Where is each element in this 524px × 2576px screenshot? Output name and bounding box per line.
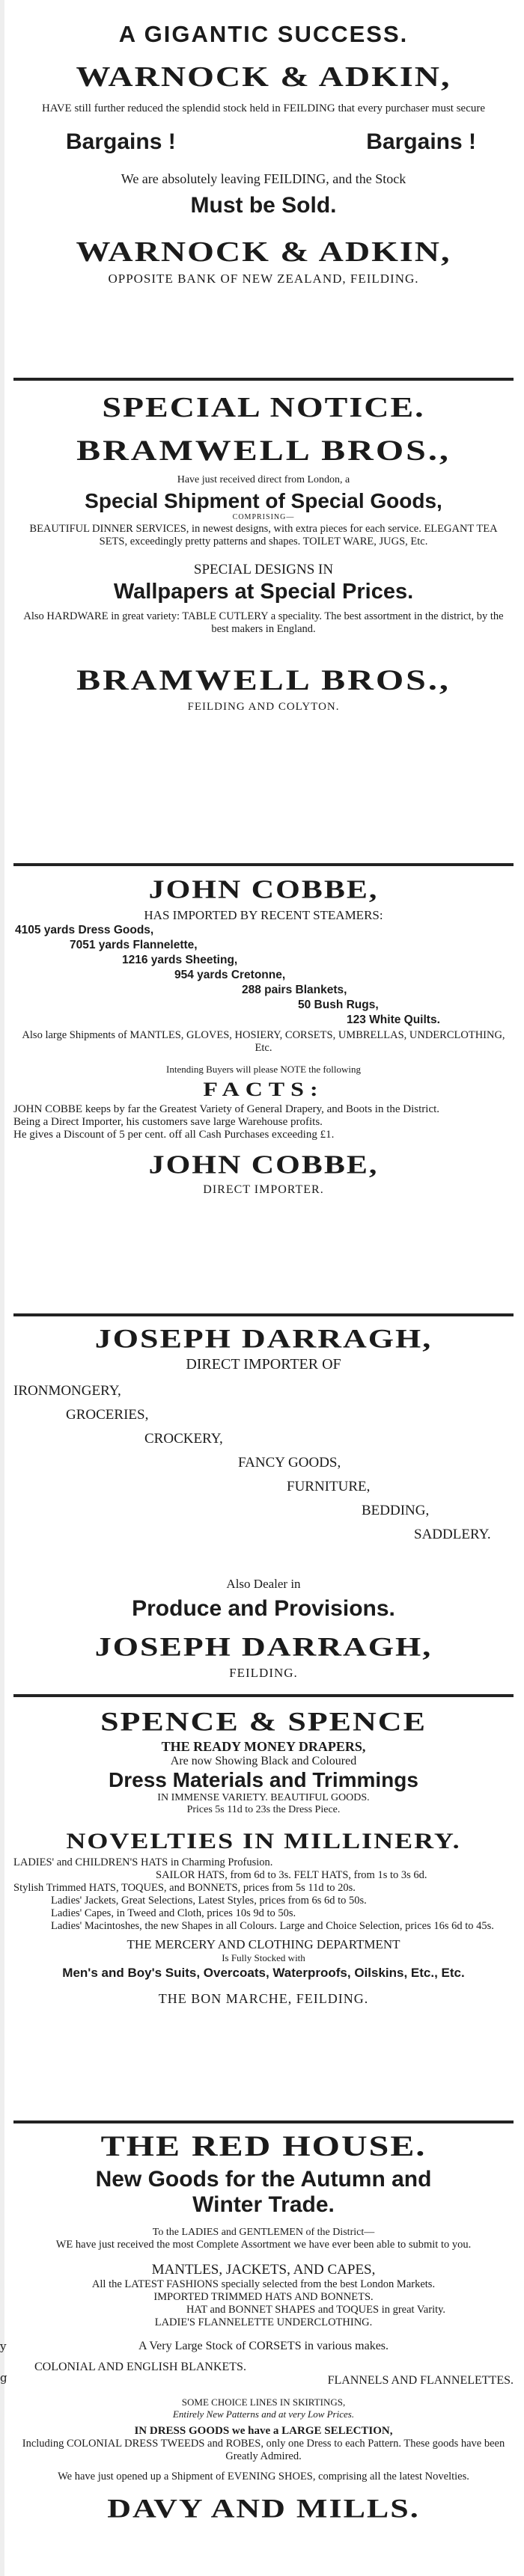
margin-fragment: y	[0, 2340, 7, 2353]
import-item: 288 pairs Blankets,	[242, 984, 347, 996]
stocked-line: Is Fully Stocked with	[222, 1952, 305, 1963]
importer-line: DIRECT IMPORTER.	[203, 1183, 324, 1196]
firm-name-2: BRAMWELL BROS.,	[76, 663, 451, 697]
goods-item: SADDLERY.	[414, 1527, 491, 1542]
address: OPPOSITE BANK OF NEW ZEALAND, FEILDING.	[108, 272, 419, 286]
firm-name: THE RED HOUSE.	[100, 2129, 427, 2163]
firm-name: WARNOCK & ADKIN,	[76, 61, 451, 93]
ad-joseph-darragh	[13, 1319, 514, 1681]
import-item: 954 yards Cretonne,	[174, 969, 286, 981]
goods-item: IRONMONGERY,	[13, 1383, 121, 1399]
address: FEILDING AND COLYTON.	[187, 701, 340, 713]
import-item: 123 White Quilts.	[347, 1013, 440, 1026]
showing-line: Are now Showing Black and Coloured	[170, 1755, 357, 1767]
dress-goods-line: IN DRESS GOODS we have a LARGE SELECTION,	[134, 2425, 393, 2437]
goods-item: BEDDING,	[362, 1503, 430, 1518]
hat-line: HAT and BONNET SHAPES and TOQUES in great Varity.	[186, 2304, 446, 2316]
fact-line: He gives a Discount of 5 per cent. off all Cash Purchases exceeding £1.	[13, 1129, 335, 1141]
tagline: A GIGANTIC SUCCESS.	[118, 21, 409, 47]
imported-line: HAS IMPORTED BY RECENT STEAMERS:	[144, 908, 383, 922]
import-item: 1216 yards Sheeting,	[122, 954, 238, 966]
leaving-line: We are absolutely leaving FEILDING, and the Stock	[121, 171, 406, 186]
firm-name-2: JOHN COBBE,	[148, 1151, 379, 1180]
flannels-line: FLANNELS AND FLANNELETTES.	[327, 2374, 514, 2387]
firm-name: JOHN COBBE,	[148, 876, 379, 904]
firm-name: JOSEPH DARRAGH,	[94, 1323, 433, 1354]
new-goods-line: New Goods for the Autumn and	[95, 2167, 432, 2192]
suits-line: Men's and Boy's Suits, Overcoats, Waterproofs, Oilskins, Etc., Etc.	[62, 1966, 465, 1980]
mantles-line: MANTLES, JACKETS, AND CAPES,	[151, 2262, 376, 2278]
divider	[13, 863, 514, 866]
ladies-line: To the LADIES and GENTLEMEN of the District—	[152, 2227, 375, 2238]
including-line: Including COLONIAL DRESS TWEEDS and ROBES, only one Dress to each Pattern. These goods have been Greatly Admired.	[22, 2438, 505, 2462]
winter-trade-line: Winter Trade.	[192, 2192, 335, 2217]
page-edge	[0, 0, 7, 2576]
designs-line: SPECIAL DESIGNS IN	[193, 562, 334, 577]
imported-line: IMPORTED TRIMMED HATS AND BONNETS.	[153, 2291, 374, 2303]
goods-description: BEAUTIFUL DINNER SERVICES, in newest designs, with extra pieces for each service. ELEGANT TEA SETS, exceedingly pretty patterns and shapes. TOILET WARE, JUGS, Etc.	[29, 523, 498, 548]
millinery-line: Ladies' Macintoshes, the new Shapes in all Colours. Large and Choice Selection, prices 16s 6d to 45s.	[51, 1920, 494, 1932]
flannelette-line: LADIE'S FLANNELETTE UNDERCLOTHING.	[154, 2316, 373, 2328]
millinery-line: Ladies' Jackets, Great Selections, Latest Styles, prices from 6s 6d to 50s.	[51, 1895, 367, 1907]
comprising: COMPRISING—	[232, 513, 295, 521]
goods-item: GROCERIES,	[66, 1407, 149, 1423]
import-item: 50 Bush Rugs,	[298, 999, 379, 1011]
fashions-line: All the LATEST FASHIONS specially selected from the best London Markets.	[91, 2278, 436, 2290]
millinery-line: LADIES' and CHILDREN'S HATS in Charming Profusion.	[13, 1856, 273, 1868]
mercery-line: THE MERCERY AND CLOTHING DEPARTMENT	[127, 1937, 400, 1951]
goods-item: FANCY GOODS,	[238, 1455, 341, 1471]
dress-line: Dress Materials and Trimmings	[109, 1768, 418, 1791]
ad-spence-spence	[13, 1702, 514, 2007]
fact-line: Being a Direct Importer, his customers save large Warehouse profits.	[13, 1116, 323, 1128]
town: FEILDING.	[229, 1666, 298, 1680]
choice-line: SOME CHOICE LINES IN SKIRTINGS,	[181, 2396, 346, 2408]
ad-red-house	[13, 2126, 514, 2527]
firm-name-2: WARNOCK & ADKIN,	[76, 236, 451, 268]
divider	[13, 1694, 514, 1697]
produce-line: Produce and Provisions.	[132, 1596, 395, 1621]
millinery-line: Stylish Trimmed HATS, TOQUES, and BONNETS, prices from 5s 11d to 20s.	[13, 1882, 356, 1894]
divider	[13, 1313, 514, 1316]
shipments-line: Also large Shipments of MANTLES, GLOVES, HOSIERY, CORSETS, UMBRELLAS, UNDERCLOTHING, Etc.	[22, 1029, 505, 1054]
immense-line: IN IMMENSE VARIETY. BEAUTIFUL GOODS.	[157, 1792, 370, 1803]
goods-item: CROCKERY,	[144, 1431, 223, 1447]
divider	[13, 378, 514, 381]
bargains-right: Bargains !	[366, 129, 476, 154]
wallpapers-line: Wallpapers at Special Prices.	[113, 580, 414, 604]
divider	[13, 2120, 514, 2123]
facts-heading: FACTS:	[203, 1078, 324, 1100]
entirely-line: Entirely New Patterns and at very Low Prices.	[172, 2408, 355, 2420]
colonial-line: COLONIAL AND ENGLISH BLANKETS.	[34, 2361, 246, 2373]
must-be-sold: Must be Sold.	[190, 193, 337, 218]
subtitle: THE READY MONEY DRAPERS,	[161, 1739, 366, 1754]
firm-name: BRAMWELL BROS.,	[76, 434, 451, 467]
firm-name: SPENCE & SPENCE	[100, 1706, 427, 1737]
millinery-line: Ladies' Capes, in Tweed and Cloth, prices 10s 9d to 50s.	[51, 1907, 296, 1919]
notice-heading: SPECIAL NOTICE.	[102, 391, 425, 423]
intro-line: Have just received direct from London, a	[177, 474, 350, 485]
firm-name-2: DAVY AND MILLS.	[107, 2493, 420, 2524]
shipment-line: Special Shipment of Special Goods,	[85, 489, 442, 512]
direct-line: DIRECT IMPORTER OF	[186, 1356, 341, 1373]
received-line: WE have just received the most Complete Assortment we have ever been able to submit to you.	[55, 2239, 472, 2251]
fact-line: JOHN COBBE keeps by far the Greatest Variety of General Drapery, and Boots in the District.	[13, 1103, 440, 1115]
goods-item: FURNITURE,	[287, 1479, 371, 1494]
import-item: 4105 yards Dress Goods,	[15, 924, 154, 936]
hardware-line: Also HARDWARE in great variety: TABLE CUTLERY a speciality. The best assortment in the district, by the best makers in England.	[23, 610, 504, 635]
prices-line: Prices 5s 11d to 23s the Dress Piece.	[186, 1804, 341, 1815]
bargains-left: Bargains !	[66, 129, 176, 154]
intending-line: Intending Buyers will please NOTE the following	[166, 1064, 361, 1075]
novelties-heading: NOVELTIES IN MILLINERY.	[66, 1828, 461, 1853]
corsets-line: A Very Large Stock of CORSETS in various makes.	[138, 2340, 389, 2352]
bon-marche: THE BON MARCHE, FEILDING.	[158, 1991, 369, 2006]
ad-john-cobbe	[13, 872, 514, 1197]
firm-name-2: JOSEPH DARRAGH,	[94, 1631, 433, 1662]
ad-body: HAVE still further reduced the splendid stock held in FEILDING that every purchaser must secure	[41, 102, 486, 114]
margin-fragment: g	[0, 2371, 7, 2385]
evening-shoes-line: We have just opened up a Shipment of EVENING SHOES, comprising all the latest Novelties.	[58, 2471, 469, 2483]
ad-warnock-adkin	[13, 21, 514, 286]
import-item: 7051 yards Flannelette,	[70, 939, 198, 951]
millinery-line: SAILOR HATS, from 6d to 3s. FELT HATS, from 1s to 3s 6d.	[156, 1869, 427, 1881]
dealer-line: Also Dealer in	[226, 1577, 301, 1591]
ad-bramwell-bros	[13, 387, 514, 714]
